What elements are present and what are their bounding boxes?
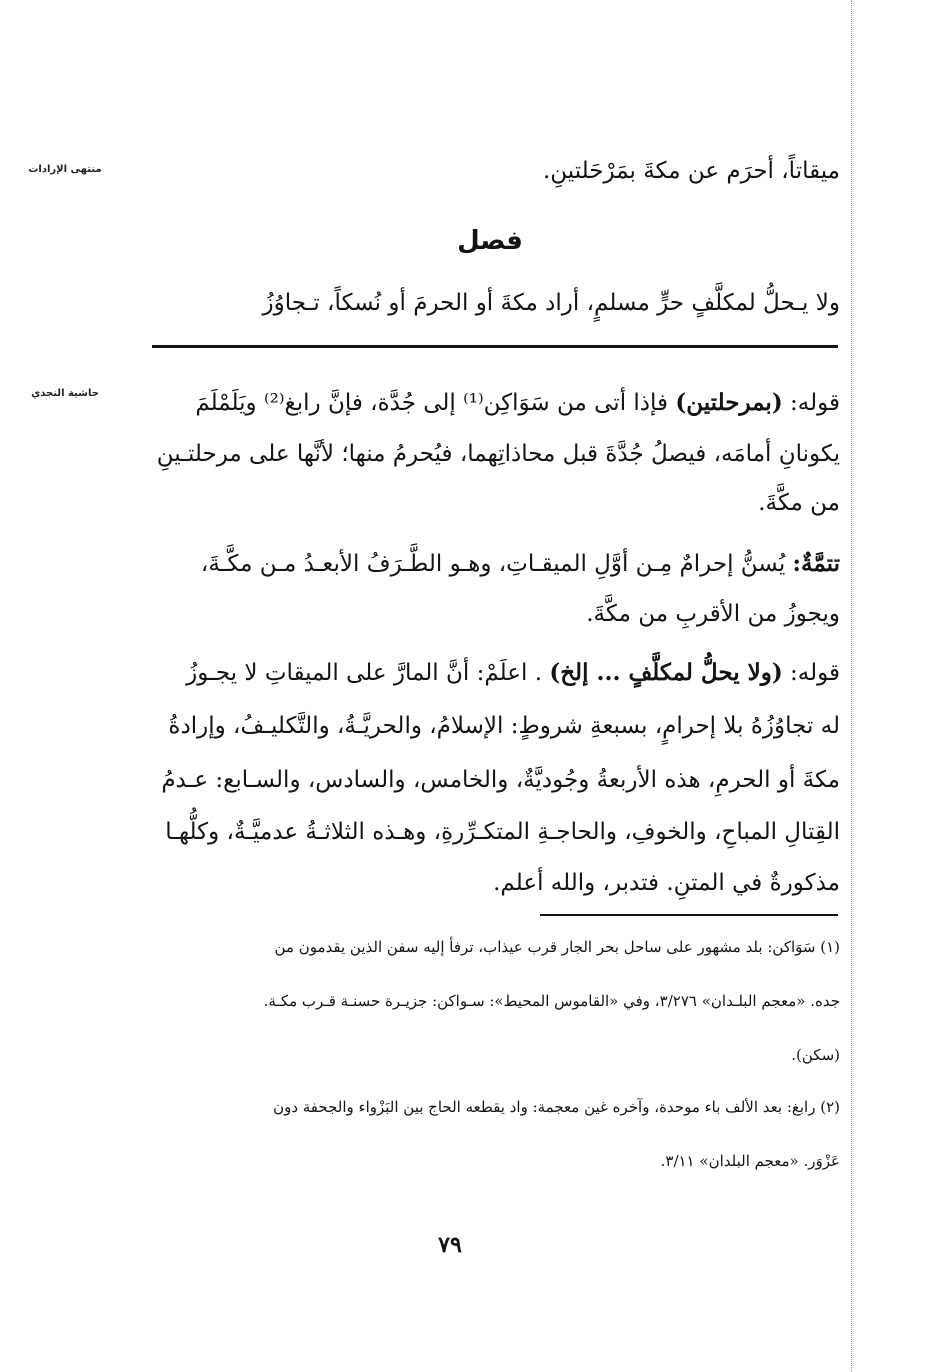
footnote-separator — [540, 914, 838, 916]
main-text-line-2: ولا يـحلُّ لمكلَّفٍ حرٍّ مسلمٍ، أراد مكةَ أو الحرمَ أو نُسكاً، تـجاوُزُ — [262, 290, 840, 316]
commentary-paragraph-2-line-1 — [201, 550, 840, 579]
commentary-text: يُسنُّ إحرامٌ مِـن أوَّلِ الميقـاتِ، وهـو الطَّـرَفُ الأبعـدُ مـن مكَّـةَ، — [200, 551, 793, 577]
commentary-paragraph-3-line-3: مكةَ أو الحرمِ، هذه الأربعةُ وجُوديَّةٌ، والخامس، والسادس، والسـابع: عـدمُ — [161, 767, 840, 793]
commentary-text: . اعلَمْ: أنَّ المارَّ على الميقاتِ لا يجـوزُ — [186, 660, 550, 686]
commentary-lead: قوله: — [782, 390, 840, 416]
commentary-paragraph-3-line-1 — [186, 659, 840, 688]
commentary-paragraph-2-line-2: ويجوزُ من الأقربِ من مكَّةَ. — [586, 601, 840, 627]
footnote-1-line-2: جده. «معجم البلـدان» ٣/٢٧٦، وفي «القاموس المحيط»: سـواكن: جزيـرة حسنـة قـرب مكـة. — [263, 992, 840, 1010]
footnote-1-line-1: (١) سَوَاكن: بلد مشهور على ساحل بحر الجار قرب عيذاب، ترفأ إليه سفن الذين يقدمون من — [274, 938, 840, 956]
commentary-quoted-term: (بمرحلتين) — [675, 389, 783, 416]
main-text-separator — [152, 345, 838, 348]
commentary-lead: قوله: — [782, 660, 840, 686]
commentary-quoted-term: (ولا يحلُّ لمكلَّفٍ ... إلخ) — [549, 659, 783, 686]
footnote-2-line-2: عَزْوَر. «معجم البلدان» ٣/١١. — [660, 1152, 840, 1170]
margin-dotted-rule — [851, 0, 852, 1372]
commentary-paragraph-3-line-4: القِتالِ المباحِ، والخوفِ، والحاجـةِ المتكـرِّرةِ، وهـذه الثلاثـةُ عدميَّـةٌ، وكلُّهـا — [165, 819, 840, 845]
commentary-paragraph-1-line-1 — [195, 389, 840, 418]
footnote-2-line-1: (٢) رابغ: بعد الألف باء موحدة، وآخره غين معجمة: واد يقطعه الحاج بين البَزْواء والجحفة دون — [273, 1098, 840, 1116]
main-text-line-1: ميقاتاً، أحرَم عن مكةَ بمَرْحَلتينِ. — [542, 158, 840, 184]
footnote-1-line-3: (سكن). — [791, 1046, 840, 1064]
commentary-title-margin-label: حاشية النجدي — [31, 388, 99, 399]
commentary-paragraph-3-line-2: له تجاوُزُهُ بلا إحرامٍ، بسبعةِ شروطٍ: الإسلامُ، والحريَّـةُ، والتَّكليـفُ، وإرادةُ — [168, 713, 840, 739]
book-title-margin-label: منتهى الإرادات — [28, 164, 102, 175]
commentary-paragraph-1-line-3: من مكَّةَ. — [758, 490, 840, 516]
page-number: ٧٩ — [438, 1232, 462, 1258]
commentary-paragraph-3-line-5: مذكورةٌ في المتنِ. فتدبر، والله أعلم. — [493, 870, 840, 896]
commentary-paragraph-1-line-2: يكونانِ أمامَه، فيصلُ جُدَّةَ قبل محاذاتِهما، فيُحرمُ منها؛ لأنَّها على مرحلتـينِ — [156, 441, 840, 467]
commentary-addendum-label: تتمَّةٌ: — [792, 550, 840, 577]
section-heading: فصل — [457, 226, 523, 256]
commentary-text: فإذا أتى من سَوَاكِن⁽¹⁾ إلى جُدَّة، فإنَّ رابغ⁽²⁾ ويَلَمْلَمَ — [195, 390, 676, 416]
